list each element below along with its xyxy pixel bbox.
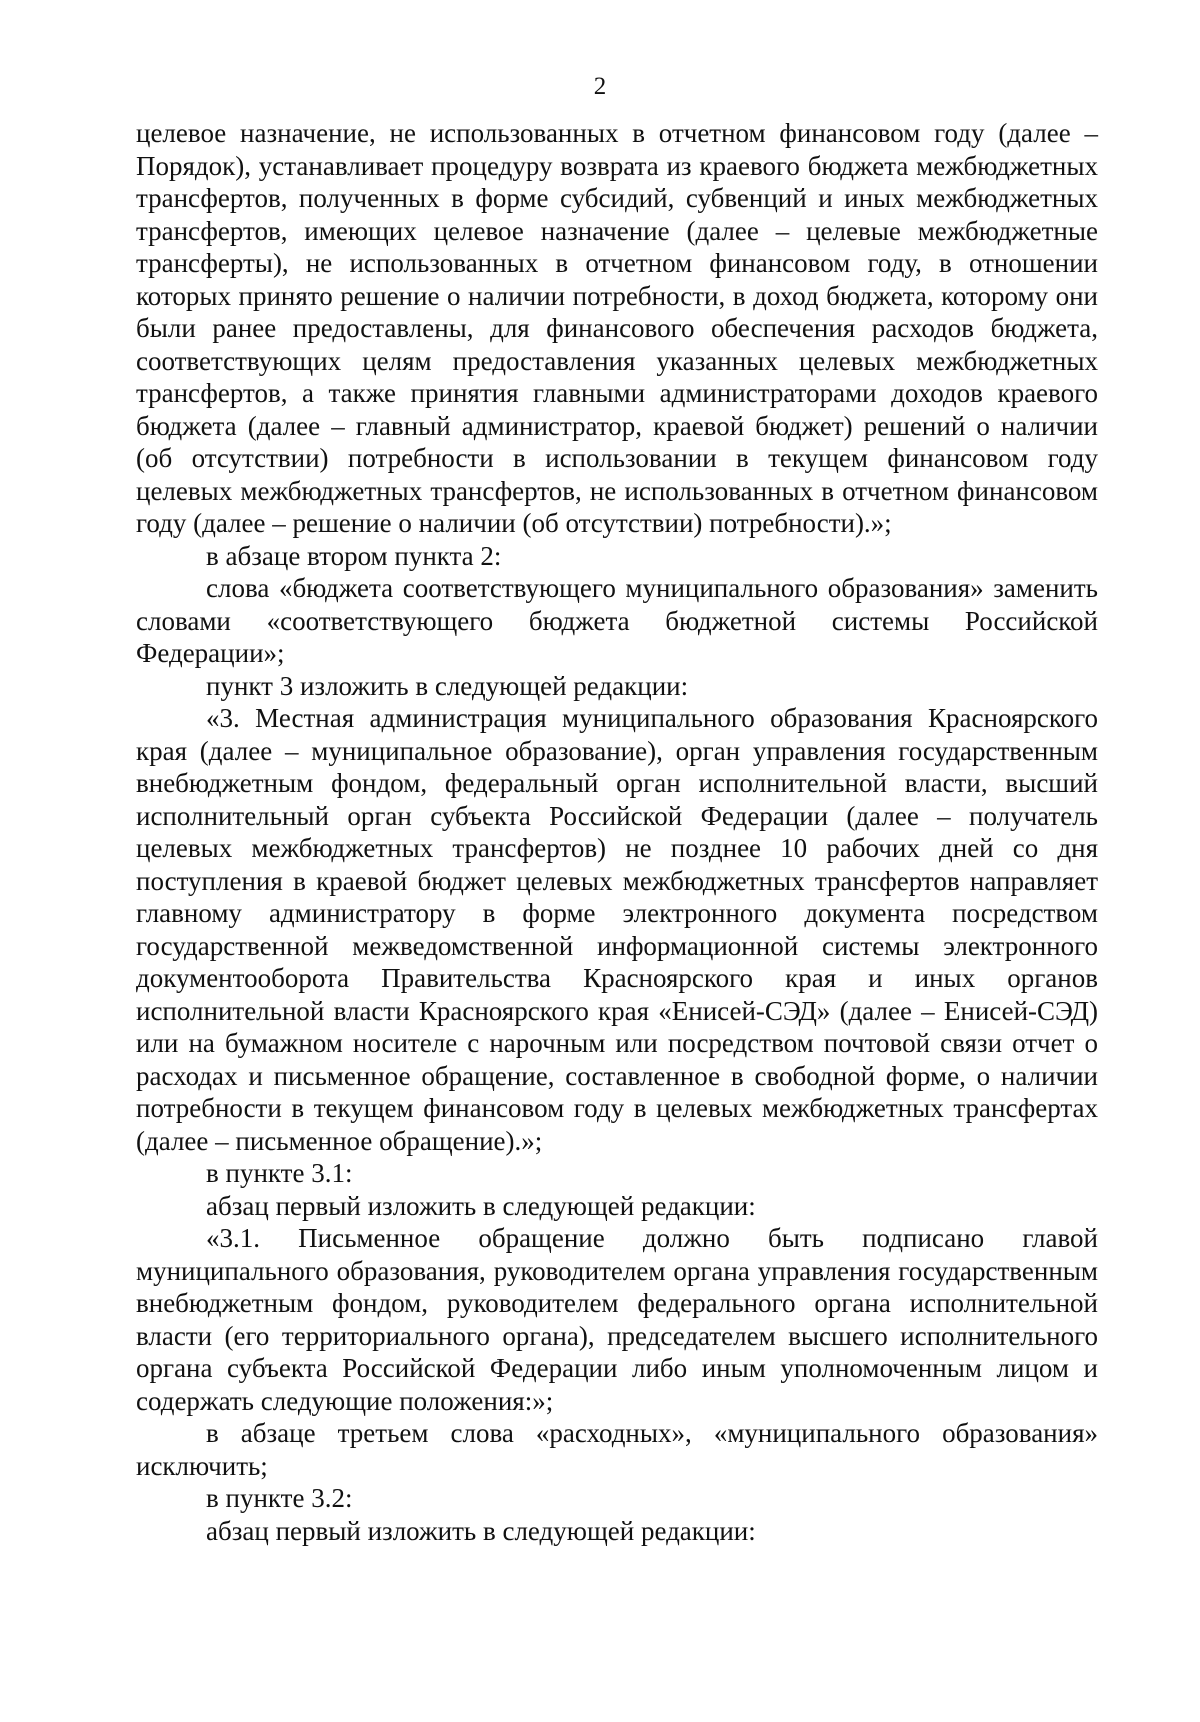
- page-number: 2: [593, 73, 607, 100]
- paragraph: в абзаце третьем слова «расходных», «муниципального образования» исключить;: [136, 1418, 1098, 1481]
- paragraph: абзац первый изложить в следующей редакции:: [206, 1190, 756, 1221]
- paragraph: «3. Местная администрация муниципального образования Красноярского края (далее – муниципальное образование), орган управления государственным внебюджетным фондом, федеральный орган исполнительной власти, высший исполнительный орган субъекта Российской Федерации (далее – получатель целевых межбюджетных трансфертов) не позднее 10 рабочих дней со дня поступления в краевой бюджет целевых межбюджетных трансфертов направляет главному администратору в форме электронного документа посредством государственной межведомственной информационной системы электронного документооборота Правительства Красноярского края и иных органов исполнительной власти Красноярского края «Енисей-СЭД» (далее – Енисей-СЭД) или на бумажном носителе с нарочным или посредством почтовой связи отчет о расходах и письменное обращение, составленное в свободной форме, о наличии потребности в текущем финансовом году в целевых межбюджетных трансфертах (далее – письменное обращение).»;: [136, 703, 1098, 1156]
- document-body: [136, 117, 1098, 1547]
- paragraph: в пункте 3.1:: [206, 1158, 353, 1188]
- paragraph: целевое назначение, не использованных в отчетном финансовом году (далее – Порядок), устанавливает процедуру возврата из краевого бюджета межбюджетных трансфертов, полученных в форме субсидий, субвенций и иных межбюджетных трансфертов, имеющих целевое назначение (далее – целевые межбюджетные трансферты), не использованных в отчетном финансовом году, в отношении которых принято решение о наличии потребности, в доход бюджета, которому они были ранее предоставлены, для финансового обеспечения расходов бюджета, соответствующих целям предоставления указанных целевых межбюджетных трансфертов, а также принятия главными администраторами доходов краевого бюджета (далее – главный администратор, краевой бюджет) решений о наличии (об отсутствии) потребности в использовании в текущем финансовом году целевых межбюджетных трансфертов, не использованных в отчетном финансовом году (далее – решение о наличии (об отсутствии) потребности).»;: [136, 118, 1098, 538]
- paragraph: в пункте 3.2:: [206, 1483, 353, 1513]
- paragraph: слова «бюджета соответствующего муниципального образования» заменить словами «соответствующего бюджета бюджетной системы Российской Федерации»;: [136, 573, 1098, 668]
- paragraph: «3.1. Письменное обращение должно быть подписано главой муниципального образования, руководителем органа управления государственным внебюджетным фондом, руководителем федерального органа исполнительной власти (его территориального органа), председателем высшего исполнительного органа субъекта Российской Федерации либо иным уполномоченным лицом и содержать следующие положения:»;: [136, 1223, 1098, 1416]
- paragraph: абзац первый изложить в следующей редакции:: [206, 1515, 756, 1546]
- paragraph: пункт 3 изложить в следующей редакции:: [206, 670, 689, 701]
- paragraph: в абзаце втором пункта 2:: [206, 540, 502, 571]
